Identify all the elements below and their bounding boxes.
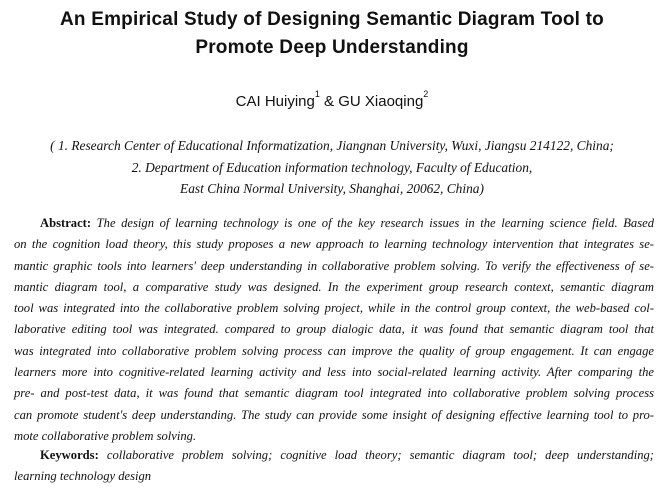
affiliation-2 (0, 158, 664, 178)
abstract-line: learners more into cognitive-related learning activity and less into social-related learning activity. After comparing the (14, 365, 654, 380)
abstract-label: Abstract: (40, 216, 92, 230)
abstract-line: tool was integrated into the collaborative problem solving project, while in the control group context, the web-based col- (14, 301, 654, 316)
keywords-line (14, 445, 654, 466)
author-name: GU Xiaoqing (338, 93, 424, 110)
author-name: CAI Huiying (235, 93, 315, 110)
author-affiliation-mark: 2 (423, 89, 429, 99)
abstract (14, 213, 654, 447)
keywords-line: learning technology design (14, 469, 152, 484)
affiliation-2-text: 2. Department of Education information technology, Faculty of Education, (131, 160, 533, 175)
abstract-line: was integrated into collaborative problem solving process can improve the quality of group engagement. It can engage (14, 343, 654, 358)
title-line-1: An Empirical Study of Designing Semantic Diagram Tool to (60, 9, 604, 30)
abstract-line: pre- and post-test data, it was found that semantic diagram tool integrated into collaborative problem solving process (14, 386, 654, 401)
abstract-line (14, 213, 654, 234)
keywords (14, 445, 654, 488)
affiliation-3 (0, 179, 664, 199)
affiliation-1 (0, 136, 664, 156)
abstract-line: on the cognition load theory, this study proposes a new approach to learning technology intervention that integrates se- (14, 237, 654, 252)
title-line-2: Promote Deep Understanding (195, 37, 469, 58)
affiliation-1-text: ( 1. Research Center of Educational Informatization, Jiangnan University, Wuxi, Jiangsu 214122, China; (50, 138, 614, 153)
abstract-line: mantic graphic tools into learners' deep understanding in collaborative problem solving. To verify the effectiveness of se- (14, 258, 654, 273)
author-separator: & (319, 93, 339, 110)
abstract-text: The design of learning technology is one of the key research issues in the learning science field. Based (91, 216, 654, 230)
abstract-line: laborative editing tool was integrated. compared to group dialogic data, it was found that semantic diagram tool that (14, 322, 654, 337)
abstract-line: can promote student's deep understanding. The study can provide some insight of designing effective learning tool to pro- (14, 407, 654, 422)
abstract-line: mantic diagram tool, a comparative study was designed. In the experiment group research context, semantic diagram (14, 279, 654, 294)
abstract-line: mote collaborative problem solving. (14, 428, 197, 443)
author-affiliation-mark: 1 (314, 89, 320, 99)
author-list (0, 91, 664, 113)
keywords-text: collaborative problem solving; cognitive load theory; semantic diagram tool; deep understanding; (98, 448, 654, 462)
affiliation-3-text: East China Normal University, Shanghai, 20062, China) (180, 181, 484, 196)
keywords-label: Keywords: (40, 448, 99, 462)
paper-title (0, 6, 664, 62)
